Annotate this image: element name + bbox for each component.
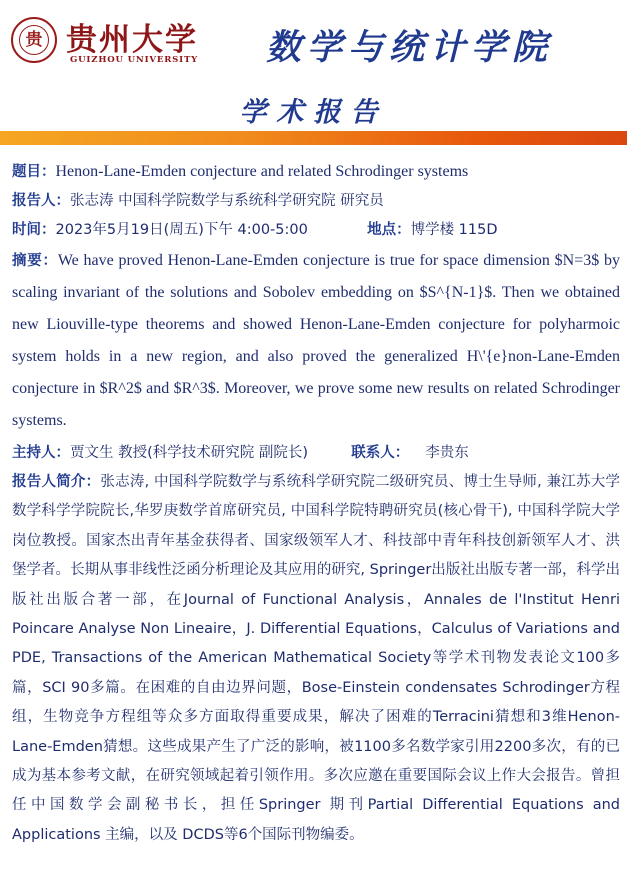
contact-value: 李贵东 (425, 445, 469, 461)
abstract-value: We have proved Henon-Lane-Emden conjecture is true for space dimension $N=3$ by scaling invariant of the solutions and Sobolev embedding on $S^{N-1}$. Then we obtained new Liouville-type theorems and showed Henon-Lane-Emden conjecture for polyharmoic system holds in a new region, and also proved the generalized H\'{e}non-Lane-Emden conjecture in $R^2$ and $R^3$. Moreover, we prove some new results on related Schrodinger systems. (12, 252, 621, 429)
host-value: 贾文生 教授(科学技术研究院 副院长) (70, 445, 309, 461)
place-label: 地点： (367, 222, 411, 238)
speaker-label: 报告人： (12, 193, 70, 209)
poster-header (0, 0, 627, 140)
contact-label: 联系人： (351, 445, 410, 461)
orange-divider-bar (0, 131, 627, 145)
university-name-cn: 贵州大学 (66, 22, 198, 58)
speaker-bio-block (12, 468, 620, 850)
speaker-row (12, 187, 620, 216)
bio-value: 张志涛, 中国科学院数学与系统科学研究院二级研究员、博士生导师, 兼江苏大学数学科学学院院长,华罗庚数学首席研究员, 中国科学院特聘研究员(核心骨干), 中国科学院大学岗位教授。国家杰出青年基金获得者、国家级领军人才、科技部中青年科技创新领军人才、洪堡学者。长期从事非线性泛函分析理论及其应用的研究, Springer出版社出版专著一部，科学出版社出版合著一部，在Journal of Functional Analysis，Annales de l'Institut Henri Poincare Analyse Non Lineaire，J. Differential Equations，Calculus of Variations and PDE, Transactions of the American Mathematical Society等学术刊物发表论文100多篇，SCI 90多篇。在困难的自由边界问题，Bose-Einstein condensates Schrodinger方程组，生物竞争方程组等众多方面取得重要成果，解决了困难的Terracini猜想和3维Henon-Lane-Emden猜想。这些成果产生了广泛的影响，被1100多名数学家引用2200多次，有的已成为基本参考文献，在研究领域起着引领作用。多次应邀在重要国际会议上作大会报告。曾担任中国数学会副秘书长，担任Springer 期刊Partial Differential Equations and Applications 主编，以及 DCDS等6个国际刊物编委。 (12, 474, 621, 843)
school-name: 数学与统计学院 (266, 27, 554, 68)
time-label: 时间： (12, 222, 56, 238)
university-seal-icon: 贵 (11, 17, 57, 63)
title-label: 题目： (12, 164, 56, 180)
abstract-block (12, 245, 620, 437)
place-value: 博学楼 115D (410, 222, 498, 238)
host-label: 主持人： (12, 445, 70, 461)
report-type-title: 学术报告 (239, 97, 388, 128)
abstract-label: 摘要： (12, 253, 58, 269)
title-value: Henon-Lane-Emden conjecture and related Schrodinger systems (55, 163, 469, 180)
time-value: 2023年5月19日(周五)下午 4:00-5:00 (55, 222, 308, 238)
university-name-en: GUIZHOU UNIVERSITY (70, 55, 199, 65)
time-place-row (12, 216, 620, 245)
report-details (12, 157, 620, 850)
title-row (12, 157, 620, 187)
bio-label: 报告人简介： (12, 474, 101, 490)
host-contact-row (12, 439, 620, 468)
speaker-value: 张志涛 中国科学院数学与系统科学研究院 研究员 (70, 193, 384, 209)
